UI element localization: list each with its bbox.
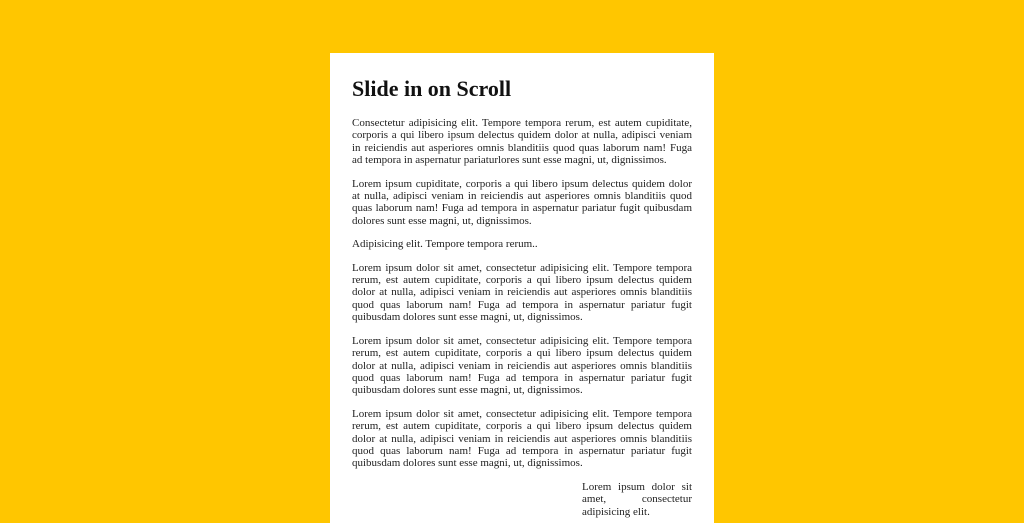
paragraph: Lorem ipsum dolor sit amet, consectetur adipisicing elit. Tempore tempora rerum, est autem cupiditate, corporis a qui libero ipsum delectus quidem dolor at nulla, adipisci veniam in reiciendis aut asperiores omnis blanditiis quod quas laborum nam! Fuga ad tempora in aspernatur pariatur fugit quibusdam dolores sunt esse magni, ut, dignissimos.	[352, 261, 692, 324]
floated-paragraph: Lorem ipsum dolor sit amet, consectetur adipisicing elit.	[582, 480, 692, 518]
paragraph: Lorem ipsum dolor sit amet, consectetur adipisicing elit. Tempore tempora rerum, est autem cupiditate, corporis a qui libero ipsum delectus quidem dolor at nulla, adipisci veniam in reiciendis aut asperiores omnis blanditiis quod quas laborum nam! Fuga ad tempora in aspernatur pariatur fugit quibusdam dolores sunt esse magni, ut, dignissimos.	[352, 407, 692, 470]
paragraph: Lorem ipsum dolor sit amet, consectetur adipisicing elit. Tempore tempora rerum, est autem cupiditate, corporis a qui libero ipsum delectus quidem dolor at nulla, adipisci veniam in reiciendis aut asperiores omnis blanditiis quod quas laborum nam! Fuga ad tempora in aspernatur pariatur fugit quibusdam dolores sunt esse magni, ut, dignissimos.	[352, 334, 692, 397]
paragraph: Lorem ipsum cupiditate, corporis a qui libero ipsum delectus quidem dolor at nulla, adipisci veniam in reiciendis aut asperiores omnis blanditiis quod quas laborum nam! Fuga ad tempora in aspernatur pariatur fugit quibusdam dolores sunt esse magni, ut, dignissimos.	[352, 177, 692, 227]
page-title: Slide in on Scroll	[352, 76, 512, 101]
paragraph: Adipisicing elit. Tempore tempora rerum..	[352, 238, 538, 251]
paragraph: Consectetur adipisicing elit. Tempore tempora rerum, est autem cupiditate, corporis a qui libero ipsum delectus quidem dolor at nulla, adipisci veniam in reiciendis aut asperiores omnis blanditiis quod quas laborum nam! Fuga ad tempora in aspernatur pariaturlores sunt esse magni, ut, dignissimos.	[352, 117, 692, 167]
content-card	[330, 53, 714, 523]
